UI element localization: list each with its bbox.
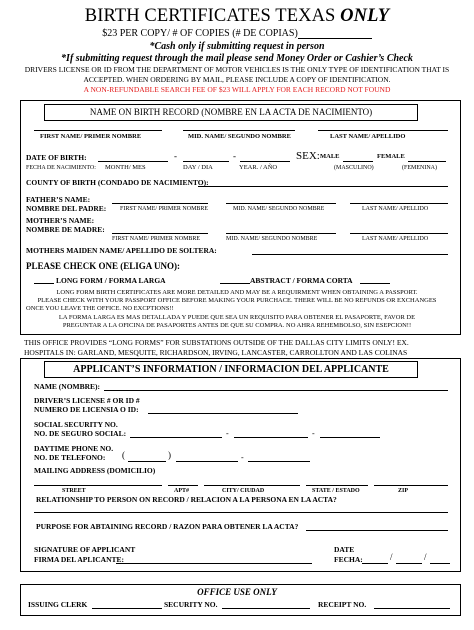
issuing-clerk-label: ISSUING CLERK [28, 600, 88, 609]
mother-last-caption: LAST NAME/ APELLIDO [362, 236, 429, 242]
last-name-caption: LAST NAME/ APELLIDO [330, 133, 406, 140]
long-form-note-es-2: PREGUNTAR A LA OFICINA DE PASAPORTES ANTES DE QUE SU COMPRA. NO AHRA REHEMBOLSO, SIN ESEPCION!! [62, 322, 412, 329]
long-form-note-en-1: LONG FORM BIRTH CERTIFICATES ARE MORE DETAILED AND MAY BE A REQUIRMENT WHEN OBTAINING A PASSPORT. [56, 289, 418, 296]
mailing-address-label: MAILING ADDRESS (DOMICILIO) [34, 466, 156, 475]
abstract-label: ABSTRACT / FORMA CORTA [250, 276, 353, 285]
title-emphasis: ONLY [340, 6, 390, 26]
apt-field[interactable] [168, 485, 198, 486]
phone-label-1: DAYTIME PHONE NO. [34, 444, 114, 453]
city-caption: CITY/ CIUDAD [222, 488, 265, 494]
page-title [0, 6, 474, 27]
ssn-part-3-field[interactable] [320, 437, 380, 438]
relationship-label: RELATIONSHIP TO PERSON ON RECORD / RELACION A LA PERSONA EN LA ACTA? [36, 495, 337, 504]
office-note-line-2: HOSPITALS IN: GARLAND, MESQUITE, RICHARDSON, IRVING, LANCASTER, CARROLLTON AND LAS COLINAS [24, 348, 408, 357]
maiden-field[interactable] [252, 254, 448, 255]
month-caption: MONTH/ MES [105, 164, 146, 171]
mother-label-2: NOMBRE DE MADRE: [26, 225, 105, 234]
dob-dash-2: - [233, 151, 236, 161]
female-label: FEMALE [377, 153, 405, 160]
ssn-label-1: SOCIAL SECURITY NO. [34, 420, 118, 429]
dob-dash-1: - [174, 151, 177, 161]
state-field[interactable] [306, 485, 368, 486]
ssn-part-1-field[interactable] [130, 437, 222, 438]
long-form-note-en-3: ONCE YOU LEAVE THE OFFICE. NO EXCPTIONS!! [26, 305, 174, 312]
phone-prefix-field[interactable] [176, 461, 238, 462]
male-spanish: (MASCULINO) [334, 165, 374, 171]
mother-first-caption: FIRST NAME/ PRIMER NOMBRE [112, 236, 201, 242]
dl-label-1: DRIVER’S LICENSE # OR ID # [34, 396, 140, 405]
dob-month-field[interactable] [98, 161, 168, 162]
issuing-clerk-field[interactable] [92, 608, 162, 609]
date-month-field[interactable] [362, 563, 388, 564]
maiden-label: MOTHERS MAIDEN NAME/ APELLIDO DE SOLTERA: [26, 246, 217, 255]
office-use-title: OFFICE USE ONLY [197, 587, 277, 597]
long-form-note-en-2: PLEASE CHECK WITH YOUR PASSPORT OFFICE BEFORE MAKING YOUR PURCHACE. THERE WILL BE NO REFUNDS OR EXCHANGES [37, 297, 437, 304]
signature-label-2: FIRMA DEL APLICANTE: [34, 555, 125, 564]
phone-label-2: NO. DE TELEFONO: [34, 453, 106, 462]
female-checkbox[interactable] [408, 161, 446, 162]
first-name-caption: FIRST NAME/ PRIMER NOMBRE [40, 133, 142, 140]
id-note-line-2: ACCEPTED. WHEN ORDERING BY MAIL, PLEASE INCLUDE A COPY OF IDENTIFICATION. [83, 75, 391, 84]
fee-note: A NON-REFUNDABLE SEARCH FEE OF $23 WILL APPLY FOR EACH RECORD NOT FOUND [83, 85, 391, 94]
phone-close-paren: ) [168, 450, 171, 460]
dl-label-2: NUMERO DE LICENSIA O ID: [34, 405, 139, 414]
date-sep-2: / [424, 552, 427, 562]
receipt-no-label: RECEIPT NO. [318, 600, 367, 609]
purpose-label: PURPOSE FOR ABTAINING RECORD / RAZON PARA OBTENER LA ACTA? [36, 522, 299, 531]
dl-field[interactable] [148, 413, 298, 414]
dob-day-field[interactable] [183, 161, 229, 162]
dob-year-field[interactable] [240, 161, 290, 162]
father-last-caption: LAST NAME/ APELLIDO [362, 206, 429, 212]
father-label-1: FATHER’S NAME: [26, 195, 91, 204]
child-mid-name-field[interactable] [183, 130, 295, 131]
father-mid-field[interactable] [226, 203, 336, 204]
male-checkbox[interactable] [343, 161, 373, 162]
mother-label-1: MOTHER’S NAME: [26, 216, 95, 225]
child-last-name-field[interactable] [318, 130, 448, 131]
father-label-2: NOMBRE DEL PADRE: [26, 204, 107, 213]
office-note-line-1: THIS OFFICE PROVIDES “LONG FORMS” FOR SUBSTATIONS OUTSIDE OF THE DALLAS CITY LIMITS ONLY! EX. [24, 338, 409, 347]
relationship-field[interactable] [34, 512, 448, 513]
copies-field[interactable] [298, 38, 372, 39]
year-caption: YEAR. / AÑO [239, 164, 278, 171]
father-mid-caption: MID. NAME/ SEGUNDO NOMBRE [233, 206, 325, 212]
price-line [0, 28, 474, 39]
mother-mid-field[interactable] [226, 233, 336, 234]
abstract-trailing-line [360, 283, 390, 284]
id-note-line-1: DRIVERS LICENSE OR ID FROM THE DEPARTMENT OF MOTOR VEHICLES IS THE ONLY TYPE OF IDENTIFICATION THAT IS [24, 65, 450, 74]
phone-open-paren: ( [122, 450, 125, 460]
signature-field[interactable] [116, 563, 312, 564]
long-form-label: LONG FORM / FORMA LARGA [56, 276, 166, 285]
birth-record-title: NAME ON BIRTH RECORD (NOMBRE EN LA ACTA DE NACIMIENTO) [89, 107, 373, 117]
ssn-label-2: NO. DE SEGURO SOCIAL: [34, 429, 127, 438]
abstract-checkbox[interactable] [220, 283, 250, 284]
check-one-label: PLEASE CHECK ONE (ELIGA UNO): [26, 261, 181, 271]
state-caption: STATE / ESTADO [312, 488, 360, 494]
phone-line-field[interactable] [248, 461, 310, 462]
mid-name-caption: MID. NAME/ SEGUNDO NOMBRE [188, 133, 291, 140]
title-main: BIRTH CERTIFICATES TEXAS [84, 6, 336, 26]
mother-first-field[interactable] [112, 233, 208, 234]
cash-note: *Cash only if submitting request in person [149, 41, 325, 52]
long-form-note-es-1: LA FORMA LARGA ES MAS DETALLADA Y PUEDE QUE SEA UN REQUISITO PARA OBTENER EL PASAPORTE, FAVOR DE [58, 314, 416, 321]
phone-dash: - [241, 453, 244, 462]
price-text: $23 PER COPY/ # OF COPIES (# DE COPIAS) [102, 28, 298, 39]
phone-area-field[interactable] [128, 461, 166, 462]
applicant-name-label: NAME (NOMBRE): [34, 382, 101, 391]
child-first-name-field[interactable] [34, 130, 162, 131]
applicant-title: APPLICANT’S INFORMATION / INFORMACION DEL APPLICANTE [73, 364, 389, 375]
mail-note: *If submitting request through the mail please send Money Order or Cashier’s Check [61, 53, 413, 64]
mother-last-field[interactable] [350, 233, 448, 234]
father-first-field[interactable] [112, 203, 208, 204]
date-sep-1: / [390, 552, 393, 562]
signature-label-1: SIGNATURE OF APPLICANT [34, 545, 136, 554]
purpose-field[interactable] [306, 530, 448, 531]
date-day-field[interactable] [396, 563, 422, 564]
applicant-name-field[interactable] [104, 390, 448, 391]
receipt-no-field[interactable] [374, 608, 450, 609]
security-no-field[interactable] [222, 608, 310, 609]
zip-field[interactable] [374, 485, 448, 486]
county-label: COUNTY OF BIRTH (CONDADO DE NACIMIENTO): [26, 178, 209, 187]
father-last-field[interactable] [350, 203, 448, 204]
long-form-checkbox[interactable] [34, 283, 54, 284]
city-field[interactable] [204, 485, 300, 486]
county-field[interactable] [198, 186, 448, 187]
apt-caption: APT# [174, 488, 189, 494]
ssn-part-2-field[interactable] [234, 437, 308, 438]
day-caption: DAY / DIA [183, 164, 213, 171]
date-year-field[interactable] [430, 563, 450, 564]
date-label-2: FECHA: [334, 555, 363, 564]
security-no-label: SECURITY NO. [164, 600, 218, 609]
street-caption: STREET [62, 488, 86, 494]
male-label: MALE [320, 153, 340, 160]
father-first-caption: FIRST NAME/ PRIMER NOMBRE [120, 206, 209, 212]
ssn-dash-1: - [226, 429, 229, 438]
zip-caption: ZIP [398, 488, 409, 494]
street-field[interactable] [34, 485, 162, 486]
date-label-1: DATE [334, 545, 355, 554]
sex-label: SEX: [296, 150, 320, 162]
mother-mid-caption: MID. NAME/ SEGUNDO NOMBRE [226, 236, 318, 242]
female-spanish: (FEMENINA) [402, 165, 437, 171]
dob-sub-label: FECHA DE NACIMIENTO: [26, 165, 96, 171]
dob-label: DATE OF BIRTH: [26, 153, 87, 162]
ssn-dash-2: - [312, 429, 315, 438]
